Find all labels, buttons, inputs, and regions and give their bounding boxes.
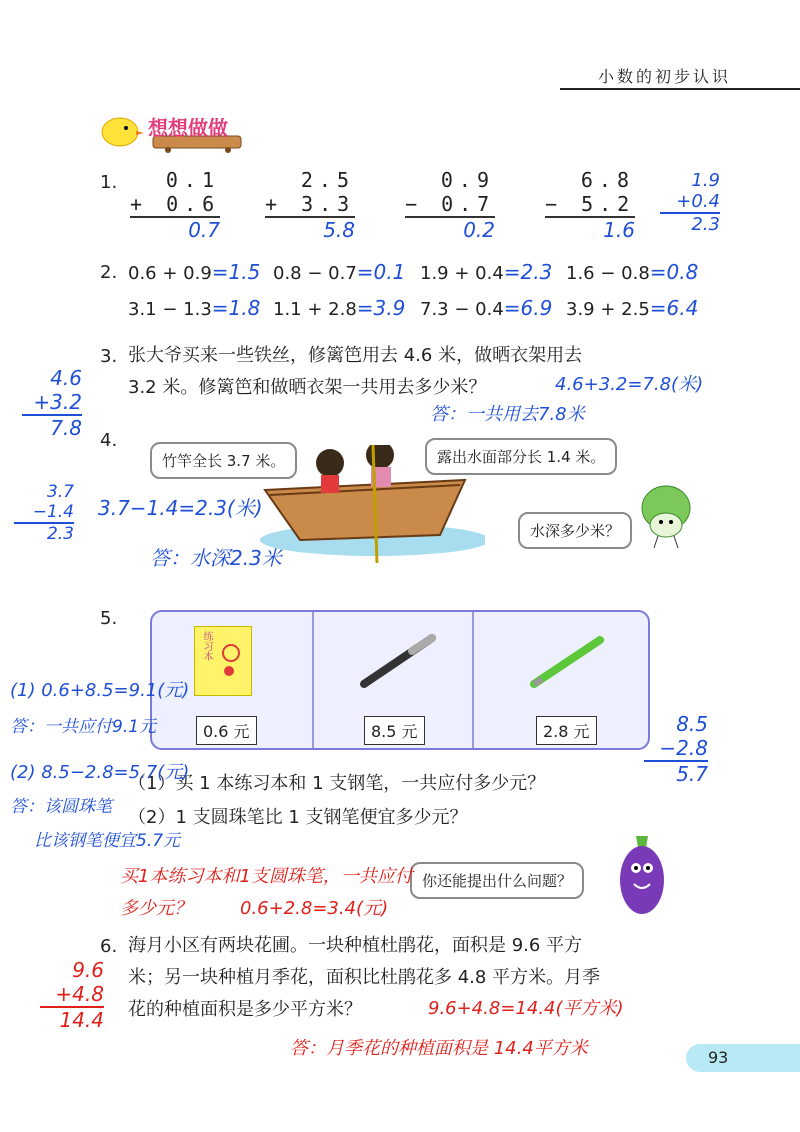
hand-answer: 0.2 — [463, 217, 495, 242]
q5-red-question-2: 多少元？ — [120, 898, 192, 919]
hand-answer: 0.7 — [188, 217, 220, 242]
q4-hand-answer: 答：水深2.3米 — [150, 546, 282, 570]
q3-side-calc: 4.6 +3.2 7.8 — [22, 366, 82, 440]
q2-number: 2. — [100, 262, 118, 283]
q6-red-equation: 9.6+4.8=14.4(平方米) — [428, 998, 624, 1019]
operand-b: − 0.7 — [405, 192, 496, 216]
ballpoint-pen-icon — [522, 632, 612, 692]
q5-hand-5: 比该钢笔便宜5.7元 — [34, 831, 181, 851]
cabbage-character-icon — [636, 480, 696, 550]
q2-row2-item2: 1.1 + 2.8=3.9 — [273, 296, 406, 320]
q3-text: 张大爷买来一些铁丝，修篱笆用去 4.6 米，做晒衣架用去 3.2 米。修篱笆和做晒衣架一共用去多少米？ — [128, 345, 583, 398]
q1-item-2 — [265, 168, 355, 242]
price-fountain-pen: 8.5 元 — [364, 716, 425, 745]
q4-number: 4. — [100, 430, 118, 451]
q5-sub2: （2）1 支圆珠笔比 1 支钢笔便宜多少元？ — [128, 807, 468, 828]
q2-row2-item1: 3.1 − 1.3=1.8 — [128, 296, 261, 320]
q5-bubble: 你还能提出什么问题？ — [410, 862, 584, 899]
operand-a: 0.1 — [165, 168, 220, 192]
price-ballpoint-pen: 2.8 元 — [536, 716, 597, 745]
q5-sub1: （1）买 1 本练习本和 1 支钢笔，一共应付多少元？ — [128, 773, 546, 794]
q4-side-calc: 3.7 −1.4 2.3 — [14, 482, 74, 544]
q1-item-4 — [545, 168, 635, 242]
q6-number: 6. — [100, 936, 118, 957]
q2-row1-item2: 0.8 − 0.7=0.1 — [273, 260, 406, 284]
q3-hand-answer: 答：一共用去7.8米 — [430, 404, 585, 425]
eggplant-character-icon — [612, 828, 672, 924]
notebook-icon: 练习本 — [194, 626, 252, 696]
q1-number: 1. — [100, 172, 118, 193]
q6-red-answer: 答：月季花的种植面积是 14.4平方米 — [290, 1038, 588, 1059]
q5-red-question-1: 买1本练习本和1支圆珠笔，一共应付 — [120, 866, 413, 887]
q6-side-calc: 9.6 +4.8 14.4 — [40, 958, 104, 1032]
q4-bubble-total: 竹竿全长 3.7 米。 — [150, 442, 297, 479]
q2-row1-item1: 0.6 + 0.9=1.5 — [128, 260, 261, 284]
operand-a: 2.5 — [300, 168, 355, 192]
operand-b: + 3.3 — [265, 192, 356, 216]
q2-row2-item3: 7.3 − 0.4=6.9 — [420, 296, 553, 320]
q5-hand-4: 答：该圆珠笔 — [10, 797, 112, 817]
q5-price-panel — [150, 610, 650, 750]
q6-text: 海月小区有两块花圃。一块种植杜鹃花，面积是 9.6 平方 米；另一块种植月季花，面积比杜鹃花多 4.8 平方米。月季 花的种植面积是多少平方米？ — [128, 935, 601, 1020]
q5-hand-3: (2) 8.5−2.8=5.7(元) — [10, 762, 190, 783]
operand-a: 0.9 — [440, 168, 495, 192]
hand-answer: 5.8 — [323, 217, 355, 242]
q2-row1-item3: 1.9 + 0.4=2.3 — [420, 260, 553, 284]
q2-row1-item4: 1.6 − 0.8=0.8 — [566, 260, 699, 284]
q4-bubble-exposed: 露出水面部分长 1.4 米。 — [425, 438, 617, 475]
page-number: 93 — [708, 1048, 729, 1067]
operand-a: 6.8 — [580, 168, 635, 192]
q1-item-1 — [130, 168, 220, 242]
price-notebook: 0.6 元 — [196, 716, 257, 745]
section-title: 小数的初步认识 — [598, 67, 732, 86]
q4-bubble-question: 水深多少米？ — [518, 512, 632, 549]
hand-answer: 1.6 — [603, 217, 635, 242]
page-number-badge — [686, 1044, 800, 1072]
operand-b: − 5.2 — [545, 192, 636, 216]
q5-hand-2: 答：一共应付9.1元 — [10, 717, 157, 737]
fountain-pen-icon — [352, 632, 442, 692]
q3-hand-equation: 4.6+3.2=7.8(米) — [555, 374, 704, 395]
header-rule — [560, 88, 800, 90]
q4-hand-equation: 3.7−1.4=2.3(米) — [98, 496, 263, 520]
q5-red-equation: 0.6+2.8=3.4(元) — [240, 898, 389, 919]
q2-row2-item4: 3.9 + 2.5=6.4 — [566, 296, 699, 320]
operand-b: + 0.6 — [130, 192, 221, 216]
q1-side-calc: 1.9 +0.4 2.3 — [660, 170, 720, 235]
q1-item-3 — [405, 168, 495, 242]
q5-number: 5. — [100, 608, 118, 629]
q5-side-calc: 8.5 −2.8 5.7 — [644, 712, 708, 786]
q5-hand-1: (1) 0.6+8.5=9.1(元) — [10, 680, 190, 701]
q3-number: 3. — [100, 346, 118, 367]
title: 想想做做 — [148, 116, 228, 140]
